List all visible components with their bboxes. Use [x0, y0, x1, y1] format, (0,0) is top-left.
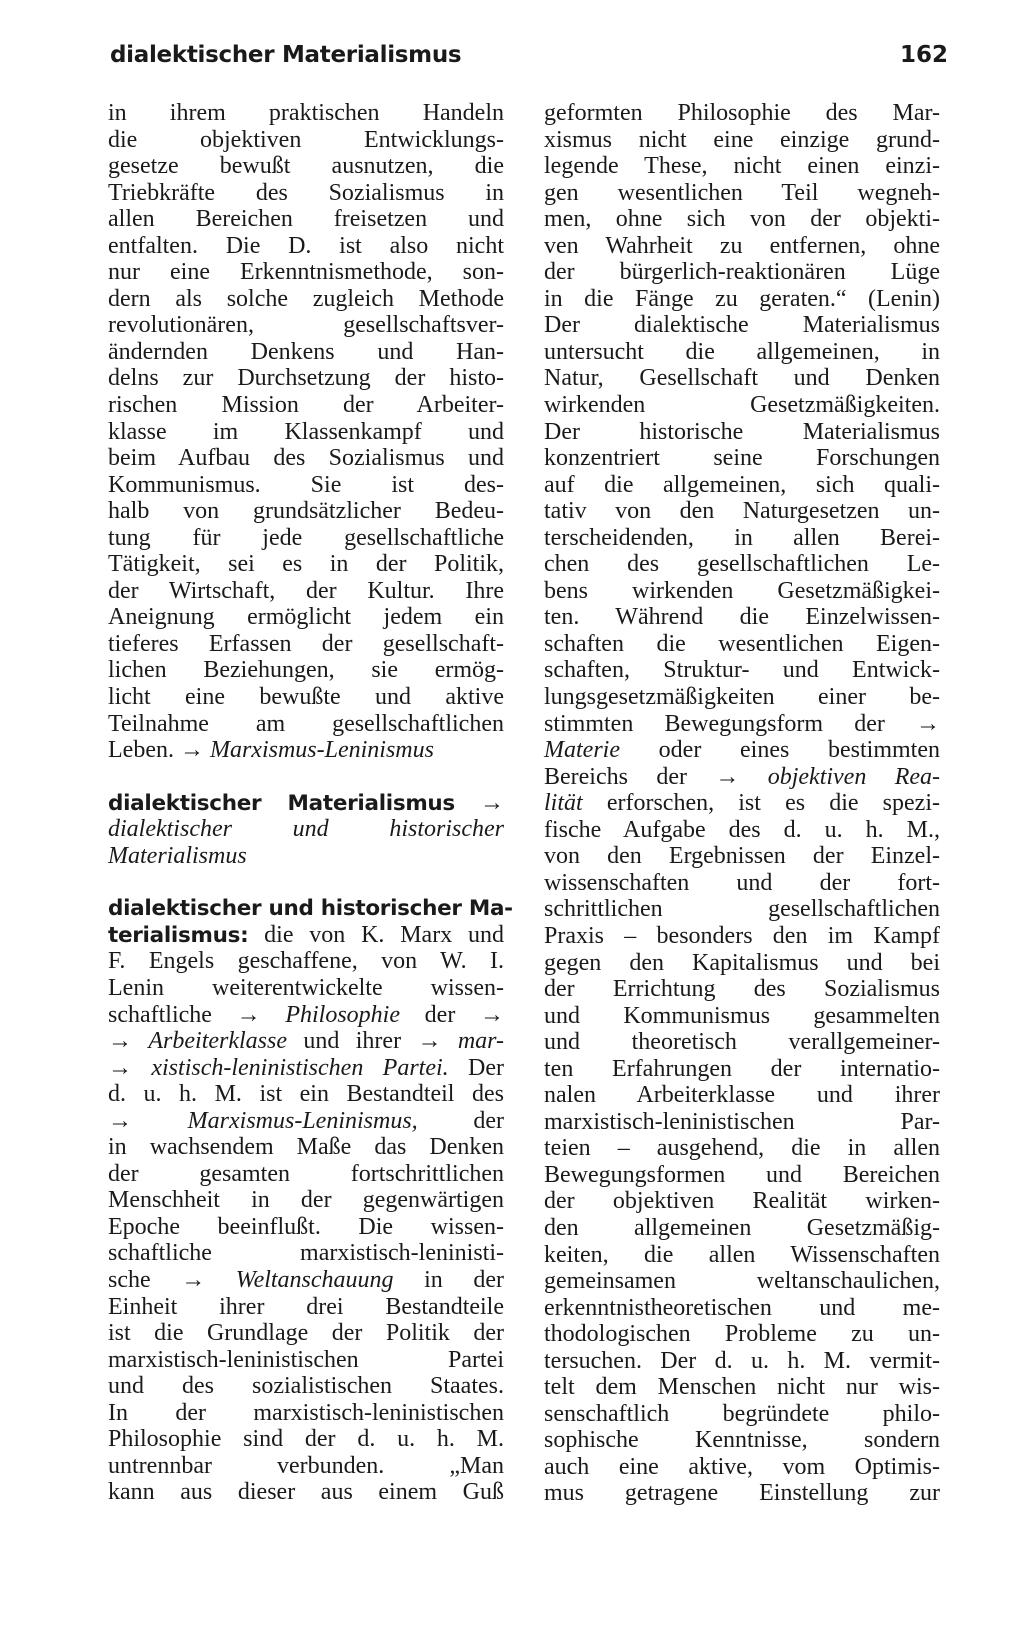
text-line: entfalten. Die D. ist also nicht	[108, 232, 504, 259]
text-line: Materialismus	[108, 842, 247, 869]
text-line: dialektischer und historischer	[108, 816, 504, 843]
text-line: stimmten Bewegungsform der →	[544, 710, 940, 737]
text-line: ten Erfahrungen der internatio-	[544, 1055, 940, 1082]
text-line: bens wirkenden Gesetzmäßigkei-	[544, 577, 940, 604]
text-line: licht eine bewußte und aktive	[108, 684, 504, 711]
text-line: den allgemeinen Gesetzmäßig-	[544, 1214, 940, 1241]
text-line: terialismus: die von K. Marx und	[108, 921, 504, 948]
text-line: revolutionären, gesellschaftsver-	[108, 312, 504, 339]
text-line: F. Engels geschaffene, von W. I.	[108, 948, 504, 975]
text-line: Philosophie sind der d. u. h. M.	[108, 1426, 504, 1453]
cross-reference: Arbeiterklasse	[148, 1028, 288, 1055]
text-line: und theoretisch verallgemeiner-	[544, 1029, 940, 1056]
text-line: Der dialektische Materialismus	[544, 312, 940, 339]
text-line: in wachsendem Maße das Denken	[108, 1134, 504, 1161]
left-column	[108, 100, 513, 1506]
text-line: Einheit ihrer drei Bestandteile	[108, 1293, 504, 1320]
text-line	[108, 895, 513, 922]
text-line: d. u. h. M. ist ein Bestandteil des	[108, 1081, 504, 1108]
text-line: Praxis – besonders den im Kampf	[544, 922, 940, 949]
text-line: wissenschaften und der fort-	[544, 869, 940, 896]
text-line: tativ von den Naturgesetzen un-	[544, 498, 940, 525]
text-line: tieferes Erfassen der gesellschaft-	[108, 630, 504, 657]
text-line: erkenntnistheoretischen und me-	[544, 1294, 940, 1321]
text-line: Materie oder eines bestimmten	[544, 737, 940, 764]
cross-reference: xistisch-leninistischen Partei.	[151, 1054, 449, 1081]
text-line: terscheidenden, in allen Berei-	[544, 524, 940, 551]
text-line: schaftliche marxistisch-leninisti-	[108, 1240, 504, 1267]
text-line: Lenin weiterentwickelte wissen-	[108, 974, 504, 1001]
text-line: Menschheit in der gegenwärtigen	[108, 1187, 504, 1214]
text-line: und Kommunismus gesammelten	[544, 1002, 940, 1029]
text-line: der Errichtung des Sozialismus	[544, 976, 940, 1003]
text-line: von den Ergebnissen der Einzel-	[544, 843, 940, 870]
text-line: und des sozialistischen Staates.	[108, 1373, 504, 1400]
text-line: halb von grundsätzlicher Bedeu-	[108, 498, 504, 525]
text-line: senschaftlich begründete philo-	[544, 1400, 940, 1427]
text-line: ändernden Denkens und Han-	[108, 338, 504, 365]
text-line: geformten Philosophie des Mar-	[544, 100, 940, 126]
cross-reference: Weltanschauung	[235, 1266, 394, 1293]
text-line: Aneignung ermöglicht jedem ein	[108, 604, 504, 631]
text-line: ist die Grundlage der Politik der	[108, 1320, 504, 1347]
cross-reference: Marxismus-Leninismus,	[187, 1107, 418, 1134]
cross-reference: Marxismus-Leninismus	[209, 737, 434, 764]
text-line: Bewegungsformen und Bereichen	[544, 1161, 940, 1188]
text-line: → Marxismus-Leninismus, der	[108, 1107, 504, 1134]
text-line: legende These, nicht einen einzi-	[544, 153, 940, 180]
text-line: in ihrem praktischen Handeln	[108, 100, 504, 126]
text-line: auch eine aktive, vom Optimis-	[544, 1453, 940, 1480]
text-line: marxistisch-leninistischen Par-	[544, 1108, 940, 1135]
text-line: Teilnahme am gesellschaftlichen	[108, 710, 504, 737]
text-line: Natur, Gesellschaft und Denken	[544, 365, 940, 392]
text-line: ten. Während die Einzelwissen-	[544, 604, 940, 631]
text-line: Triebkräfte des Sozialismus in	[108, 179, 504, 206]
entry-headword: dialektischer Materialismus	[108, 790, 455, 816]
text-line: der objektiven Realität wirken-	[544, 1188, 940, 1215]
text-line: delns zur Durchsetzung der histo-	[108, 365, 504, 392]
text-line: allen Bereichen freisetzen und	[108, 206, 504, 233]
cross-reference: Materie	[544, 737, 620, 764]
text-line: nur eine Erkenntnismethode, son-	[108, 259, 504, 286]
text-line: sophische Kenntnisse, sondern	[544, 1427, 940, 1454]
text-line: untrennbar verbunden. „Man	[108, 1452, 504, 1479]
text-line: der Wirtschaft, der Kultur. Ihre	[108, 577, 504, 604]
cross-reference: objektiven Rea-	[767, 763, 941, 790]
text-line: sche → Weltanschauung in der	[108, 1266, 504, 1293]
text-line: tung für jede gesellschaftliche	[108, 524, 504, 551]
cross-reference: mar-	[457, 1028, 504, 1055]
text-line: schrittlichen gesellschaftlichen	[544, 896, 940, 923]
text-line: dern als solche zugleich Methode	[108, 285, 504, 312]
text-line: der gesamten fortschrittlichen	[108, 1160, 504, 1187]
text-line: kann aus dieser aus einem Guß	[108, 1479, 504, 1506]
text-line: konzentriert seine Forschungen	[544, 445, 940, 472]
text-line: ven Wahrheit zu entfernen, ohne	[544, 232, 940, 259]
text-line: dialektischer Materialismus →	[108, 789, 504, 816]
text-line: men, ohne sich von der objekti-	[544, 206, 940, 233]
text-line: lichen Beziehungen, sie ermög-	[108, 657, 504, 684]
text-line: Der historische Materialismus	[544, 418, 940, 445]
text-line: tersuchen. Der d. u. h. M. vermit-	[544, 1347, 940, 1374]
text-line: schaften die wesentlichen Eigen-	[544, 630, 940, 657]
text-line: → xistisch-leninistischen Partei. Der	[108, 1054, 505, 1081]
running-header	[110, 42, 948, 82]
text-line: fische Aufgabe des d. u. h. M.,	[544, 816, 940, 843]
text-line: lität erforschen, ist es die spezi-	[544, 790, 940, 817]
text-line: gen wesentlichen Teil wegneh-	[544, 179, 940, 206]
text-line: Tätigkeit, sei es in der Politik,	[108, 551, 504, 578]
paragraph-gap	[108, 869, 504, 895]
text-line: schaften, Struktur- und Entwick-	[544, 657, 940, 684]
text-line: Leben. → Marxismus-Leninismus	[108, 737, 434, 764]
text-line: telt dem Menschen nicht nur wis-	[544, 1374, 940, 1401]
text-line: xismus nicht eine einzige grund-	[544, 126, 940, 153]
text-line: marxistisch-leninistischen Partei	[108, 1346, 504, 1373]
text-line: Epoche beeinflußt. Die wissen-	[108, 1213, 504, 1240]
text-line: untersucht die allgemeinen, in	[544, 338, 940, 365]
text-line: schaftliche → Philosophie der →	[108, 1001, 504, 1028]
text-line: Kommunismus. Sie ist des-	[108, 471, 504, 498]
text-line: nalen Arbeiterklasse und ihrer	[544, 1082, 940, 1109]
running-head-title: dialektischer Materialismus	[110, 42, 462, 68]
entry-headword: terialismus:	[108, 922, 249, 948]
text-line: auf die allgemeinen, sich quali-	[544, 471, 940, 498]
right-column	[544, 100, 940, 1507]
text-line: der bürgerlich-reaktionären Lüge	[544, 259, 940, 286]
text-line: teien – ausgehend, die in allen	[544, 1135, 940, 1162]
text-line: gesetze bewußt ausnutzen, die	[108, 153, 504, 180]
text-line: chen des gesellschaftlichen Le-	[544, 551, 940, 578]
text-line: lungsgesetzmäßigkeiten einer be-	[544, 684, 940, 711]
paragraph-gap	[108, 764, 504, 790]
text-line: wirkenden Gesetzmäßigkeiten.	[544, 392, 940, 419]
text-line: gemeinsamen weltanschaulichen,	[544, 1268, 940, 1295]
text-line: mus getragene Einstellung zur	[544, 1480, 940, 1507]
cross-reference: lität	[544, 790, 583, 817]
text-line: → Arbeiterklasse und ihrer → mar-	[108, 1028, 504, 1055]
text-line: keiten, die allen Wissenschaften	[544, 1241, 940, 1268]
entry-headword: dialektischer und historischer Ma-	[108, 896, 513, 922]
text-line: In der marxistisch-leninistischen	[108, 1399, 504, 1426]
text-line: thodologischen Probleme zu un-	[544, 1321, 940, 1348]
text-line: klasse im Klassenkampf und	[108, 418, 504, 445]
text-line: beim Aufbau des Sozialismus und	[108, 445, 504, 472]
text-line: in die Fänge zu geraten.“ (Lenin)	[544, 285, 940, 312]
cross-reference: Philosophie	[285, 1001, 400, 1028]
text-line: gegen den Kapitalismus und bei	[544, 949, 940, 976]
text-line: die objektiven Entwicklungs-	[108, 126, 504, 153]
text-line: Bereichs der → objektiven Rea-	[544, 763, 941, 790]
text-line: rischen Mission der Arbeiter-	[108, 392, 504, 419]
page-number: 162	[899, 42, 948, 68]
